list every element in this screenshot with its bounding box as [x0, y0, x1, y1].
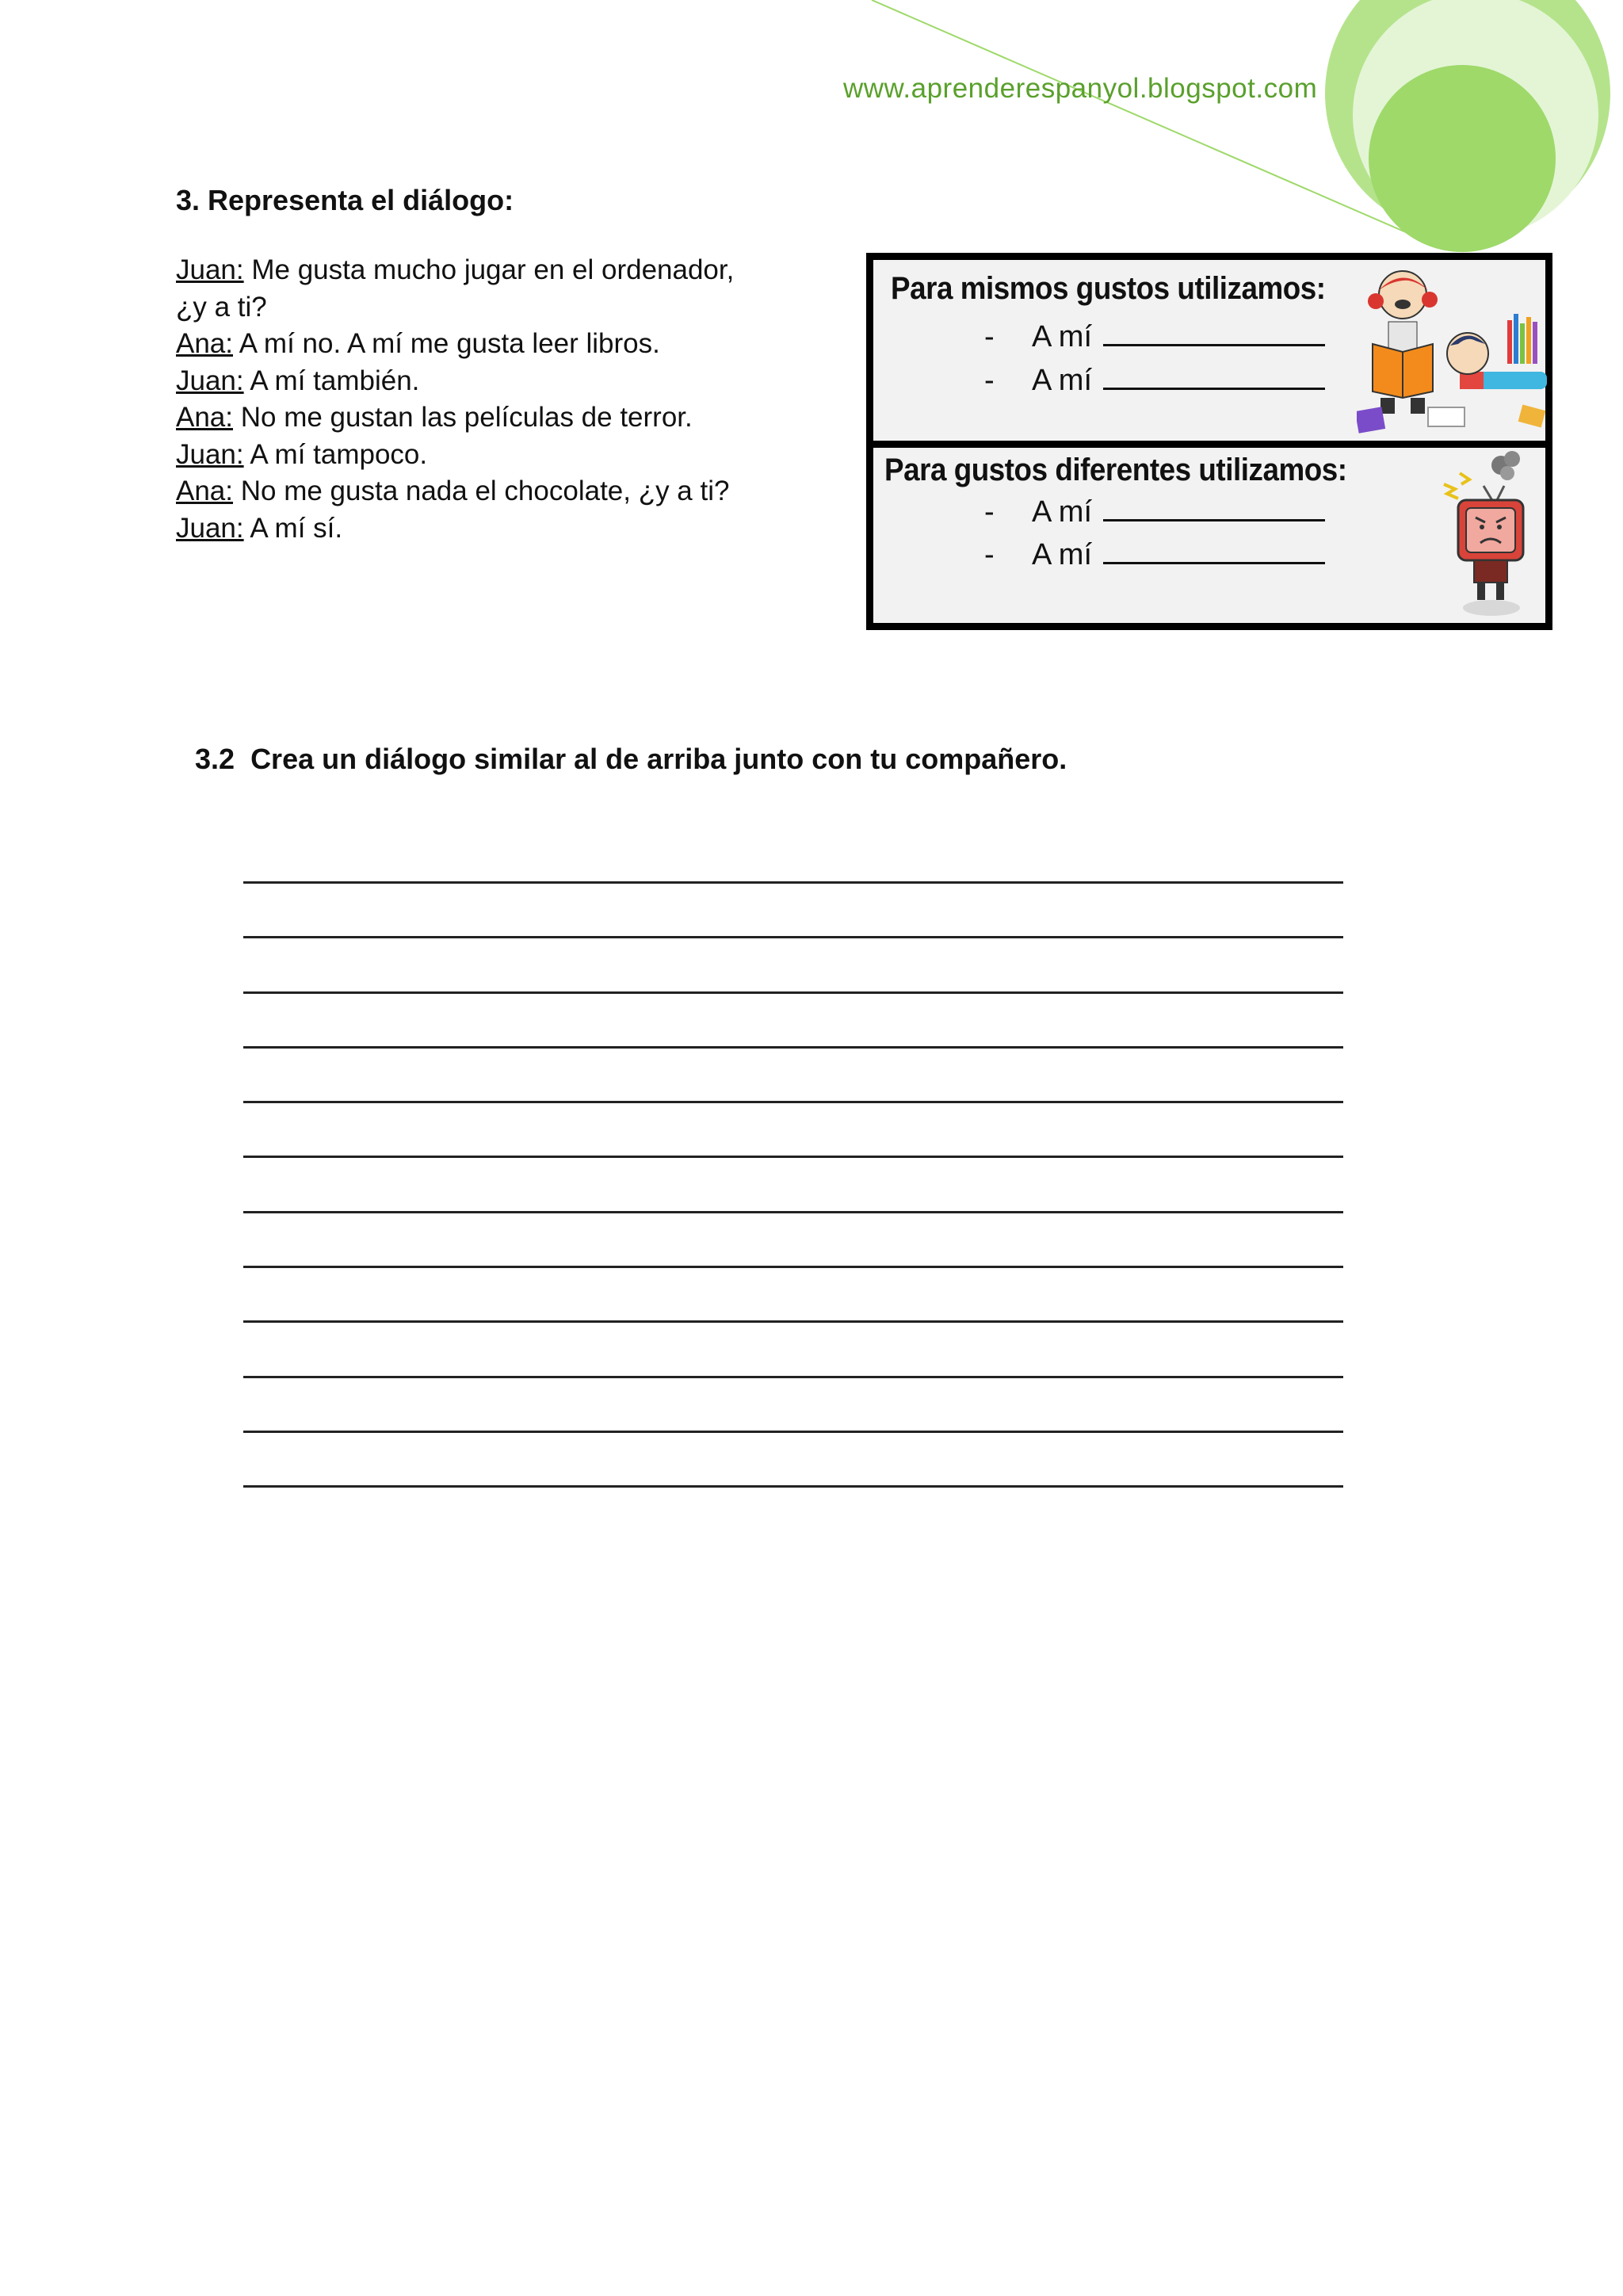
- different-tastes-option: [984, 495, 1325, 529]
- answer-blank[interactable]: [1103, 538, 1325, 564]
- dialogue-text: A mí también.: [243, 365, 420, 396]
- writing-line[interactable]: [243, 1268, 1343, 1323]
- writing-line[interactable]: [243, 1158, 1343, 1213]
- same-tastes-option: [984, 364, 1325, 398]
- decorative-circle-inner: [1369, 65, 1556, 252]
- option-dash: -: [984, 495, 995, 529]
- same-tastes-title: Para mismos gustos utilizamos:: [891, 271, 1326, 306]
- writing-line[interactable]: [243, 1103, 1343, 1158]
- grammar-box: [866, 253, 1552, 630]
- dialogue-line: [176, 326, 778, 363]
- site-url: www.aprenderespanyol.blogspot.com: [843, 73, 1318, 104]
- option-label: A mí: [1032, 495, 1093, 529]
- writing-line[interactable]: [243, 994, 1343, 1049]
- dialogue-text: ¿y a ti?: [176, 291, 267, 323]
- dialogue-speaker: Ana:: [176, 402, 233, 433]
- box-divider: [873, 441, 1545, 448]
- same-tastes-option: [984, 320, 1325, 354]
- writing-line[interactable]: [243, 1433, 1343, 1488]
- dialogue-speaker: Ana:: [176, 328, 233, 359]
- dialogue-line: [176, 437, 778, 474]
- answer-blank[interactable]: [1103, 320, 1325, 346]
- section-3-heading: [176, 184, 514, 217]
- section-3-number: 3: [176, 184, 193, 216]
- dialogue-text: Me gusta mucho jugar en el ordenador,: [243, 254, 735, 285]
- writing-line[interactable]: [243, 1049, 1343, 1103]
- writing-line[interactable]: [243, 884, 1343, 938]
- dialogue-line: [176, 473, 778, 510]
- answer-blank[interactable]: [1103, 364, 1325, 390]
- dialogue-line: [176, 252, 778, 289]
- dialogue-speaker: Juan:: [176, 254, 244, 285]
- dialogue-line: [176, 399, 778, 437]
- option-dash: -: [984, 538, 995, 571]
- section-3-2-title: Crea un diálogo similar al de arriba junto con tu compañero.: [250, 743, 1067, 775]
- writing-lines[interactable]: [243, 881, 1343, 1488]
- writing-line[interactable]: [243, 1323, 1343, 1377]
- dialogue-speaker: Juan:: [176, 512, 244, 544]
- different-tastes-option: [984, 538, 1325, 572]
- dialogue-speaker: Juan:: [176, 365, 244, 396]
- dialogue-text: A mí sí.: [243, 512, 343, 544]
- writing-line[interactable]: [243, 1378, 1343, 1433]
- writing-line[interactable]: [243, 938, 1343, 993]
- dialogue-text: A mí no. A mí me gusta leer libros.: [233, 328, 660, 359]
- dialogue-speaker: Ana:: [176, 476, 233, 506]
- option-dash: -: [984, 320, 995, 353]
- option-label: A mí: [1032, 538, 1093, 571]
- angry-tv-illustration: [1428, 449, 1547, 620]
- dialogue-text: No me gustan las películas de terror.: [233, 402, 693, 433]
- writing-line[interactable]: [243, 1213, 1343, 1268]
- option-dash: -: [984, 364, 995, 397]
- section-3-2-number: 3.2: [195, 743, 235, 775]
- dialogue-speaker: Juan:: [176, 438, 244, 470]
- different-tastes-panel: [873, 448, 1545, 623]
- option-label: A mí: [1032, 320, 1093, 353]
- section-3-2-heading: [195, 743, 1067, 776]
- dialogue-line: [176, 289, 778, 327]
- header-decoration: [0, 0, 1623, 269]
- answer-blank[interactable]: [1103, 495, 1325, 521]
- section-3-title: . Representa el diálogo:: [192, 184, 514, 216]
- dialogue-text: A mí tampoco.: [243, 438, 428, 470]
- dialogue-text: No me gusta nada el chocolate, ¿y a ti?: [233, 476, 730, 506]
- children-reading-illustration: [1357, 265, 1547, 435]
- different-tastes-title: Para gustos diferentes utilizamos:: [884, 453, 1347, 487]
- dialogue: [176, 252, 778, 547]
- same-tastes-panel: [873, 260, 1545, 441]
- dialogue-line: [176, 363, 778, 400]
- option-label: A mí: [1032, 364, 1093, 397]
- dialogue-line: [176, 510, 778, 548]
